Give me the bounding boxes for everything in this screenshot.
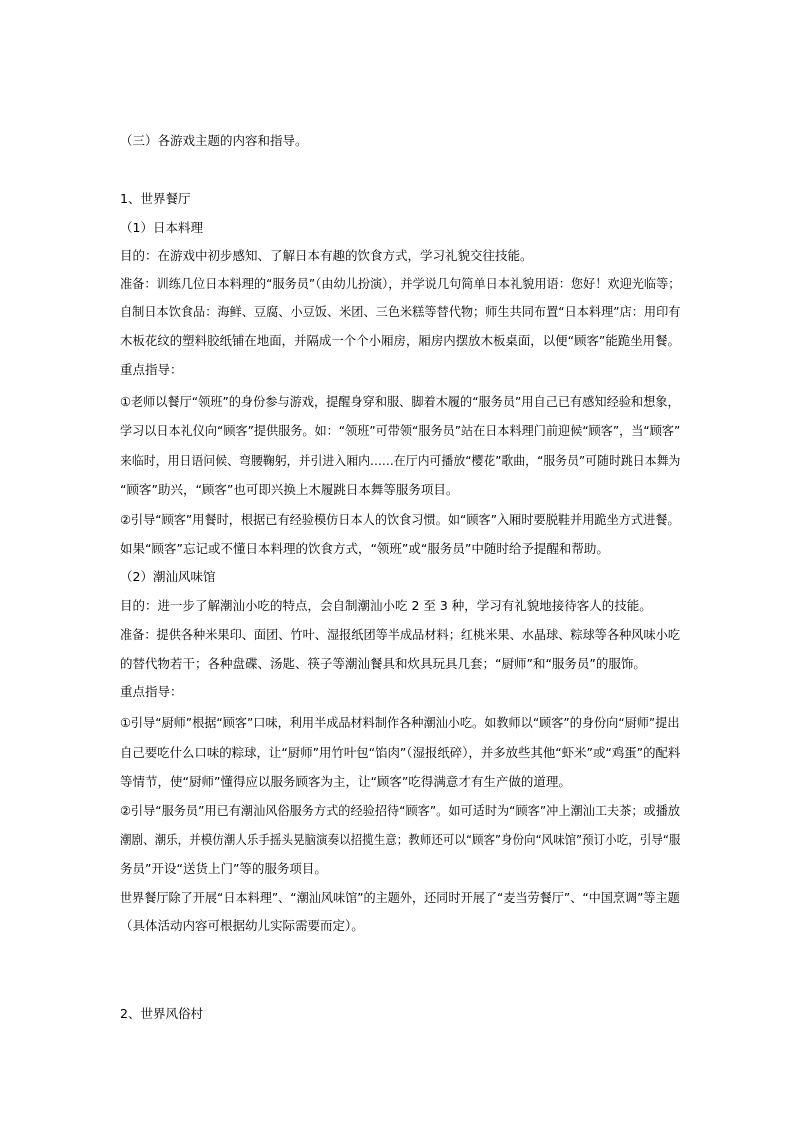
subsection-1-title: （1）日本料理 <box>120 220 203 235</box>
subsection-1-point2-line: ②引导“顾客”用餐时，根据已有经验模仿日本人的饮食习惯。如“顾客”入厢时要脱鞋并用跪坐方式进餐。 <box>120 512 680 527</box>
section-1-heading: 1、世界餐厅 <box>120 191 191 206</box>
subsection-1-purpose: 目的：在游戏中初步感知、了解日本有趣的饮食方式，学习礼貌交往技能。 <box>120 248 533 263</box>
subsection-1-point1-line: “顾客”助兴，“顾客”也可即兴换上木履跳日本舞等服务项目。 <box>120 482 459 497</box>
summary-line: （具体活动内容可根据幼儿实际需要而定）。 <box>120 918 364 933</box>
subsection-2-purpose: 目的：进一步了解潮汕小吃的特点，会自制潮汕小吃 2 至 3 种，学习有礼貌地接待客人的技能。 <box>120 598 652 613</box>
subsection-1-prep-line: 准备：训练几位日本料理的“服务员”（由幼儿扮演），并学说几句简单日本礼貌用语：您好！欢迎光临等； <box>120 276 681 291</box>
section-title: （三）各游戏主题的内容和指导。 <box>120 133 308 148</box>
subsection-1-point1-line: 学习以日本礼仪向“顾客”提供服务。如：“领班”可带领“服务员”站在日本料理门前迎候“顾客”，当“顾客” <box>120 423 681 438</box>
subsection-2-prep-line: 准备：提供各种米果印、面团、竹叶、湿报纸团等半成品材料；红桃米果、水晶球、粽球等各种风味小吃 <box>120 627 681 642</box>
subsection-2-key-label: 重点指导： <box>120 684 183 699</box>
subsection-2-point2-line: 潮剧、潮乐，并模仿潮人乐手摇头晃脑演奏以招揽生意；教师还可以“顾客”身份向“风味馆”预订小吃，引导“服 <box>120 832 681 847</box>
subsection-1-point2-line: 如果“顾客”忘记或不懂日本料理的饮食方式，“领班”或“服务员”中随时给予提醒和帮助。 <box>120 541 609 556</box>
subsection-2-point1-line: 自己要吃什么口味的粽球，让“厨师”用竹叶包“馅肉”（湿报纸碎），并多放些其他“虾米”或“鸡蛋”的配料 <box>120 745 681 760</box>
subsection-2-point2-line: 务员”开设“送货上门”等的服务项目。 <box>120 861 327 876</box>
subsection-1-point1-line: 来临时，用日语问候、弯腰鞠躬，并引进入厢内……在厅内可播放“樱花”歌曲，“服务员”可随时跳日本舞为 <box>120 453 681 468</box>
subsection-1-prep-line: 自制日本饮食品：海鲜、豆腐、小豆饭、米团、三色米糕等替代物；师生共同布置“日本料理”店：用印有 <box>120 304 681 319</box>
subsection-2-title: （2）潮汕风味馆 <box>120 569 216 584</box>
subsection-1-key-label: 重点指导： <box>120 362 183 377</box>
section-2-heading: 2、世界风俗村 <box>120 1006 203 1021</box>
subsection-1-prep-line: 木板花纹的塑料胶纸铺在地面，并隔成一个个小厢房，厢房内摆放木板桌面，以便“顾客”能跪坐用餐。 <box>120 333 680 348</box>
subsection-2-prep-line: 的替代物若干；各种盘碟、汤匙、筷子等潮汕餐具和炊具玩具几套；“厨师”和“服务员”的服饰。 <box>120 656 646 671</box>
subsection-2-point1-line: ①引导“厨师”根据“顾客”口味，利用半成品材料制作各种潮汕小吃。如教师以“顾客”的身份向“厨师”提出 <box>120 715 680 730</box>
subsection-2-point2-line: ②引导“服务员”用已有潮汕风俗服务方式的经验招待“顾客”。如可适时为“顾客”冲上潮汕工夫茶；或播放 <box>120 803 681 818</box>
summary-line: 世界餐厅除了开展“日本料理”、“潮汕风味馆”的主题外，还同时开展了“麦当劳餐厅”、“中国烹调”等主题 <box>120 890 680 905</box>
subsection-1-point1-line: ①老师以餐厅“领班”的身份参与游戏，提醒身穿和服、脚着木履的“服务员”用自己已有感知经验和想象， <box>120 394 680 409</box>
subsection-2-point1-line: 等情节，使“厨师”懂得应以服务顾客为主，让“顾客”吃得满意才有生产做的道理。 <box>120 774 571 789</box>
